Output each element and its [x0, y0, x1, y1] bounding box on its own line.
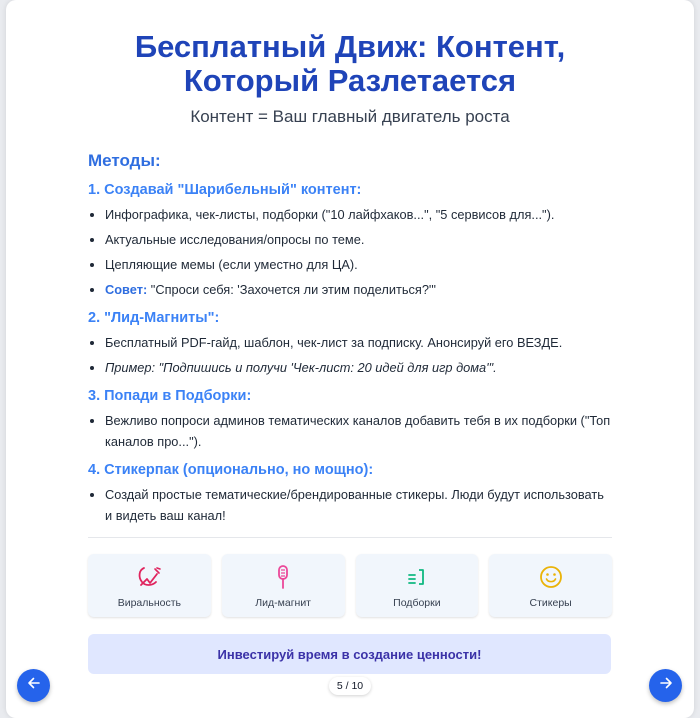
tip-item	[105, 279, 613, 300]
card-virality	[88, 554, 211, 617]
magnet-icon	[270, 564, 296, 590]
method-3-list	[88, 410, 613, 452]
smiley-icon	[538, 564, 564, 590]
slide-title	[0, 30, 700, 98]
list-item: • Цепляющие мемы (если уместно для ЦА).	[105, 254, 613, 275]
card-label: Подборки	[393, 597, 441, 609]
method-title-2: 2. "Лид-Магниты":	[88, 310, 220, 326]
list-item: • Инфографика, чек-листы, подборки ("10 лайфхаков...", "5 сервисов для...").	[105, 204, 613, 225]
divider	[88, 537, 612, 538]
card-lead-magnet	[222, 554, 345, 617]
card-label: Стикеры	[529, 597, 572, 609]
title-line-1: Бесплатный Движ: Контент,	[134, 29, 566, 64]
next-slide-button[interactable]	[649, 669, 682, 702]
methods-section	[88, 148, 613, 534]
method-title-4: 4. Стикерпак (опционально, но мощно):	[88, 462, 374, 478]
card-label: Лид-магнит	[255, 597, 311, 609]
methods-heading: Методы:	[88, 151, 161, 170]
arrow-left-icon	[26, 675, 42, 696]
tip-text: "Спроси себя: 'Захочется ли этим поделиться?'"	[147, 282, 436, 297]
title-line-2: Который Разлетается	[183, 63, 517, 98]
feature-cards	[88, 554, 612, 617]
example-item: • Пример: "Подпишись и получи 'Чек-лист: 20 идей для игр дома'".	[105, 357, 613, 378]
card-label: Виральность	[117, 597, 182, 609]
card-stickers	[489, 554, 612, 617]
virality-icon	[136, 564, 162, 590]
tip-label: Совет:	[105, 282, 148, 297]
list-icon	[404, 564, 430, 590]
method-title-3: 3. Попади в Подборки:	[88, 388, 252, 404]
method-title-1: 1. Создавай "Шарибельный" контент:	[88, 182, 362, 198]
method-1-list	[88, 204, 613, 300]
list-item: • Создай простые тематические/брендированные стикеры. Люди будут использовать и видеть ваш канал!	[105, 484, 613, 526]
cta-banner: Инвестируй время в создание ценности!	[88, 634, 611, 674]
slide-subtitle: Контент = Ваш главный двигатель роста	[190, 107, 510, 126]
method-2-list	[88, 332, 613, 378]
prev-slide-button[interactable]	[17, 669, 50, 702]
arrow-right-icon	[658, 675, 674, 696]
list-item: • Вежливо попроси админов тематических каналов добавить тебя в их подборки ("Топ каналов про...").	[105, 410, 613, 452]
page-indicator: 5 / 10	[329, 677, 371, 695]
method-4-list	[88, 484, 613, 526]
list-item: • Бесплатный PDF-гайд, шаблон, чек-лист за подписку. Анонсируй его ВЕЗДЕ.	[105, 332, 613, 353]
list-item: • Актуальные исследования/опросы по теме.	[105, 229, 613, 250]
card-collections	[356, 554, 479, 617]
